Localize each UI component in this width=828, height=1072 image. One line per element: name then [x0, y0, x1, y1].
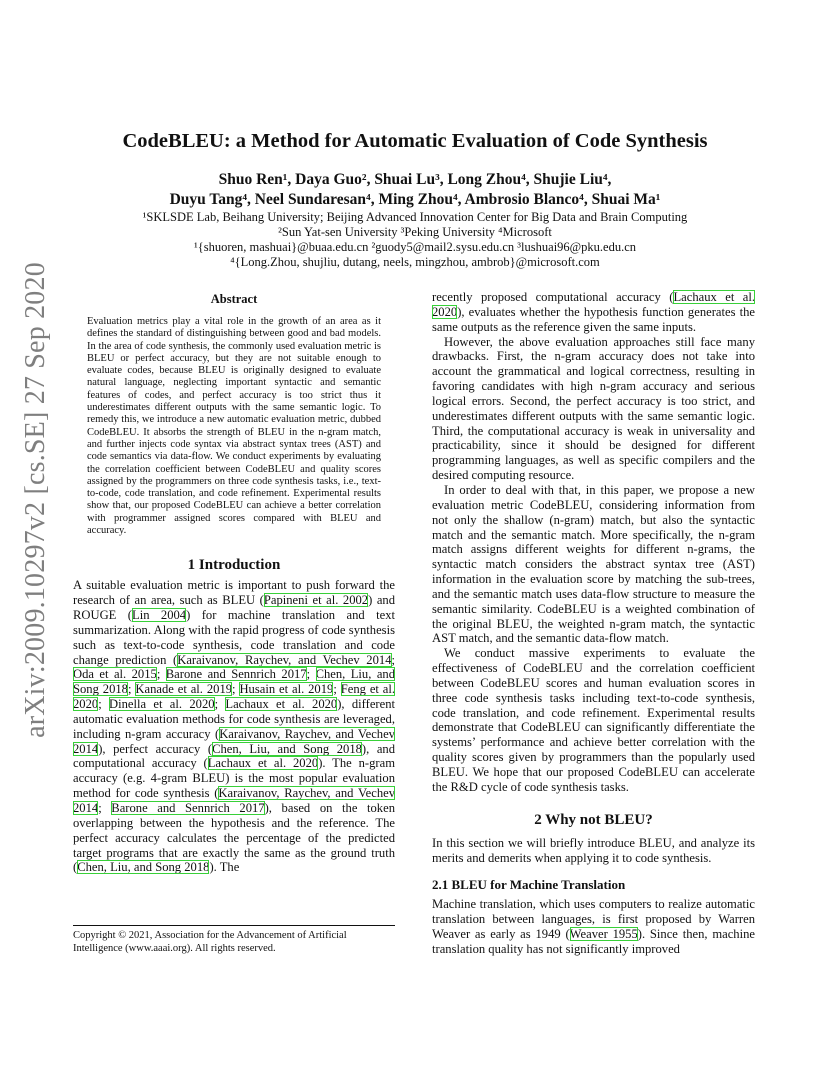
citation-link[interactable]: Chen, Liu, and Song 2018 [73, 667, 395, 697]
body-text: ; [306, 667, 316, 682]
citation-link[interactable]: Oda et al. 2015 [73, 667, 157, 682]
affiliations [70, 210, 760, 270]
right-column [432, 292, 755, 957]
citation-link[interactable]: Kanade et al. 2019 [135, 682, 233, 697]
affiliation-line-1: ¹SKLSDE Lab, Beihang University; Beijing Advanced Innovation Center for Big Data and Brain Computing [142, 210, 688, 224]
affiliation-line-4: ⁴{Long.Zhou, shujliu, dutang, neels, mingzhou, ambrob}@microsoft.com [230, 255, 600, 269]
body-text: ). Since then, machine translation quality has not significantly improved [432, 927, 755, 956]
citation-link[interactable]: Chen, Liu, and Song 2018 [212, 741, 362, 756]
body-text: recently proposed computational accuracy ( [432, 290, 674, 304]
copyright-notice: Copyright © 2021, Association for the Advancement of Artificial Intelligence (www.aaai.org). All rights reserved. [73, 925, 395, 955]
citation-link[interactable]: Weaver 1955 [569, 927, 638, 942]
abstract-heading: Abstract [210, 292, 258, 306]
body-text: ), based on the token overlapping between the hypothesis and the reference. The perfect accuracy calculates the percentage of the predicted target programs that are exactly the same as the ground truth ( [73, 801, 395, 875]
body-text: ; [98, 697, 110, 712]
body-text: ; [156, 667, 166, 682]
citation-link[interactable]: Barone and Sennrich 2017 [165, 667, 307, 682]
body-text: ; [214, 697, 226, 712]
citation-link[interactable]: Barone and Sennrich 2017 [111, 801, 265, 815]
paragraph: We conduct massive experiments to evaluate the effectiveness of CodeBLEU and the correlation coefficient between CodeBLEU scores and human evaluation scores in three code synthesis tasks including text-to-code synthesis, code translation, and code refinement. Experimental results demonstrate that CodeBLEU can significantly differentiate the systems’ performance and achieve better correlation with the quality scores given by programmers than the popularly used BLEU. We hope that our proposed CodeBLEU can accelerate the R&D cycle of code synthesis tasks. [432, 646, 755, 794]
body-text: ) and ROUGE ( [73, 593, 396, 623]
paragraph: In this section we will briefly introduce BLEU, and analyze its merits and demerits when applying it to code synthesis. [432, 835, 755, 865]
arxiv-stamp-text: arXiv:2009.10297v2 [cs.SE] 27 Sep 2020 [20, 262, 51, 738]
paragraph: In order to deal with that, in this paper, we propose a new evaluation metric CodeBLEU, considering information from not only the shallow (n-gram) match, but also the syntactic match and the semantic match. More specifically, the n-gram match assigns different weights for different n-grams, the syntactic match considers the abstract syntax tree (AST) information in the evaluation score by matching the sub-trees, and the semantic match uses data-flow structure to measure the semantic similarity. CodeBLEU is a weighted combination of the original BLEU, the weighted n-gram match, the syntactic AST match, and the semantic data-flow match. [432, 482, 755, 646]
body-text: Machine translation, which uses computers to realize automatic translation between languages, is first proposed by Warren Weaver as early as 1949 ( [432, 897, 755, 942]
left-column [73, 292, 395, 875]
citation-link[interactable]: Karaivanov, Raychev, and Vechev 2014 [73, 786, 396, 815]
affiliation-line-2: ²Sun Yat-sen University ³Peking University ⁴Microsoft [278, 225, 552, 239]
citation-link[interactable]: Dinella et al. 2020 [109, 697, 215, 712]
body-text: ) for machine translation and text summarization. Along with the rapid progress of code synthesis such as text-to-code synthesis, code translation and code change prediction ( [73, 608, 395, 667]
paper-title: CodeBLEU: a Method for Automatic Evaluation of Code Synthesis [122, 130, 708, 152]
subsection-heading: 2.1 BLEU for Machine Translation [432, 877, 626, 893]
section-heading-introduction: 1 Introduction [187, 557, 281, 574]
authors-line-2: Duyu Tang⁴, Neel Sundaresan⁴, Ming Zhou⁴, Ambrosio Blanco⁴, Shuai Ma¹ [169, 191, 661, 208]
body-text: ; [232, 682, 240, 697]
paragraph: However, the above evaluation approaches still face many drawbacks. First, the n-gram accuracy does not take into account the grammatical and logical correctness, resulting in favoring candidates with high n-gram accuracy and serious logical errors. Second, the perfect accuracy is too strict, and underestimates different outputs with the same semantic logic. Third, the computational accuracy is weak in universality and practicability, since it should be designed for different programming languages, as well as specific compilers and the desired computing resource. [432, 334, 755, 483]
body-text: ), and computational accuracy ( [73, 741, 395, 771]
body-text: ; [333, 682, 341, 697]
citation-link[interactable]: Lin 2004 [132, 608, 187, 623]
body-text: A suitable evaluation metric is important to push forward the research of an area, such as BLEU ( [73, 578, 395, 608]
citation-link[interactable]: Papineni et al. 2002 [263, 593, 369, 608]
body-text: ; [98, 801, 112, 815]
affiliation-line-3: ¹{shuoren, mashuai}@buaa.edu.cn ²guody5@mail2.sysu.edu.cn ³lushuai96@pku.edu.cn [193, 240, 637, 254]
body-text: ). The n-gram accuracy (e.g. 4-gram BLEU) is the most popular evaluation method for code synthesis ( [73, 756, 396, 801]
paragraph [432, 897, 755, 956]
citation-link[interactable]: Karaivanov, Raychev, and Vechev 2014 [73, 726, 395, 756]
body-text: ), perfect accuracy ( [98, 741, 213, 756]
arxiv-stamp [16, 262, 56, 738]
author-list [70, 170, 760, 210]
paragraph [432, 290, 755, 335]
citation-link[interactable]: Karaivanov, Raychev, and Vechev 2014 [177, 652, 392, 667]
body-text: ; [391, 652, 395, 667]
authors-line-1: Shuo Ren¹, Daya Guo², Shuai Lu³, Long Zhou⁴, Shujie Liu⁴, [218, 171, 612, 188]
intro-paragraph [73, 578, 395, 875]
section-heading-why-not-bleu: 2 Why not BLEU? [534, 811, 653, 828]
body-text: ; [127, 682, 136, 697]
body-text: ). The [209, 860, 240, 875]
citation-link[interactable]: Lachaux et al. 2020 [207, 756, 319, 771]
abstract-text: Evaluation metrics play a vital role in the growth of an area as it defines the standard of distinguishing between good and bad models. In the area of code synthesis, the commonly used evaluation metric is BLEU or perfect accuracy, but they are not suitable enough to evaluate codes, because BLEU is originally designed to evaluate natural language, neglecting important syntactic and semantic features of codes, and perfect accuracy is too strict thus it underestimates different outputs with the same semantic logic. To remedy this, we introduce a new automatic evaluation metric, dubbed CodeBLEU. It absorbs the strength of BLEU in the n-gram match, and further injects code syntax via abstract syntax trees (AST) and code semantics via data-flow. We conduct experiments by evaluating the correlation coefficient between CodeBLEU and quality scores assigned by the programmers on three code synthesis tasks, i.e., text-to-code, code translation, and code refinement. Experimental results show that, our proposed CodeBLEU can achieve a better correlation with programmer assigned scores compared with BLEU and accuracy. [87, 316, 381, 537]
citation-link[interactable]: Lachaux et al. 2020 [432, 290, 756, 319]
citation-link[interactable]: Chen, Liu, and Song 2018 [77, 860, 210, 875]
citation-link[interactable]: Husain et al. 2019 [239, 682, 334, 697]
body-text: ), different automatic evaluation methods for code synthesis are leveraged, including n-gram accuracy ( [73, 697, 396, 741]
body-text: ), evaluates whether the hypothesis function generates the same outputs as the reference given the same inputs. [432, 304, 755, 334]
citation-link[interactable]: Feng et al. 2020 [73, 682, 396, 712]
citation-link[interactable]: Lachaux et al. 2020 [225, 697, 338, 712]
